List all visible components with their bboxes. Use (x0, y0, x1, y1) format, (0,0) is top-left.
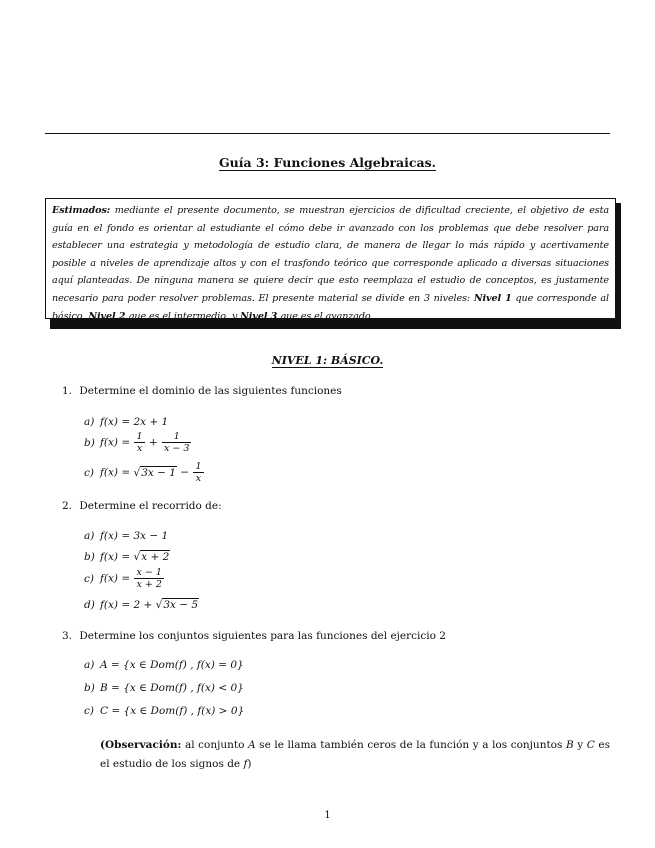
intro-end: que es el avanzado. (277, 310, 374, 322)
q3-item-b: b) B = {x ∈ Dom(f) , f(x) < 0} (84, 682, 244, 694)
q2-item-a: a) f(x) = 3x − 1 (84, 530, 169, 542)
intro-nivel3: Nivel 3 (240, 310, 278, 322)
intro-nivel1: Nivel 1 (473, 292, 512, 304)
q1-item-b: b) f(x) = $\frac{1}{x}$ + $\frac{1}{x - 3}$ (84, 431, 190, 454)
level-heading: NIVEL 1: BÁSICO. (271, 354, 384, 367)
q2-item-c: c) f(x) = $\frac{x - 1}{x + 2}$ (84, 567, 162, 590)
q2-item-d: d) f(x) = 2 + √3x − 5 (84, 599, 199, 611)
q3-item-c: c) C = {x ∈ Dom(f) , f(x) > 0} (84, 705, 245, 717)
intro-mid1: que corresponde al básico, (52, 292, 609, 322)
page-number: 1 (324, 810, 331, 821)
intro-mid2: que es el intermedio, y (125, 310, 241, 322)
q1-item-a: a) f(x) = 2x + 1 (84, 416, 169, 428)
fraction: $\frac{1}{x}$ (136, 431, 143, 454)
sqrt-symbol: √x + 2 (133, 551, 170, 563)
header-rule (45, 133, 610, 134)
q2-item-b: b) f(x) = √x + 2 (84, 551, 170, 563)
intro-box (45, 198, 616, 322)
q1-item-c: c) f(x) = √3x − 1 − $\frac{1}{x}$ (84, 461, 202, 484)
fraction: $\frac{1}{x - 3}$ (164, 431, 190, 454)
intro-label: Estimados: (52, 205, 111, 216)
question-3: 3. Determine los conjuntos siguientes para las funciones del ejercicio 2 (62, 630, 446, 642)
sqrt-symbol: √3x − 1 (133, 466, 176, 479)
question-1: 1. Determine el dominio de las siguientes funciones (62, 385, 342, 397)
intro-nivel2: Nivel 2 (88, 310, 126, 322)
observation-paragraph: (Observación: al conjunto A se le llama también ceros de la función y a los conjuntos B y C es el estudio de los signos de f) (100, 739, 610, 770)
q3-item-a: a) A = {x ∈ Dom(f) , f(x) = 0} (84, 659, 244, 671)
sqrt-symbol: √3x − 5 (155, 599, 199, 611)
observation-label: (Observación: (100, 739, 182, 751)
fraction: $\frac{x - 1}{x + 2}$ (136, 567, 162, 590)
question-2: 2. Determine el recorrido de: (62, 500, 222, 512)
document-title: Guía 3: Funciones Algebraicas. (219, 155, 436, 170)
fraction: $\frac{1}{x}$ (195, 461, 202, 484)
intro-text: mediante el presente documento, se muestran ejercicios de dificultad creciente, el objetivo de esta guía en el fondo es orientar al estudiante el cómo debe ir avanzado con los problemas que debe resolver para establecer una estrategia y metodología de estudio clara, de manera de llegar lo más rápido y acertivamente posible a niveles de aprendizaje altos y con el trasfondo teórico que corresponde aplicado a diversas situaciones aquí planteadas. De ninguna manera se quiere decir que esto reemplaza el estudio de conceptos, es justamente necesario para poder resolver problemas. El presente material se divide en 3 niveles: (52, 205, 609, 304)
